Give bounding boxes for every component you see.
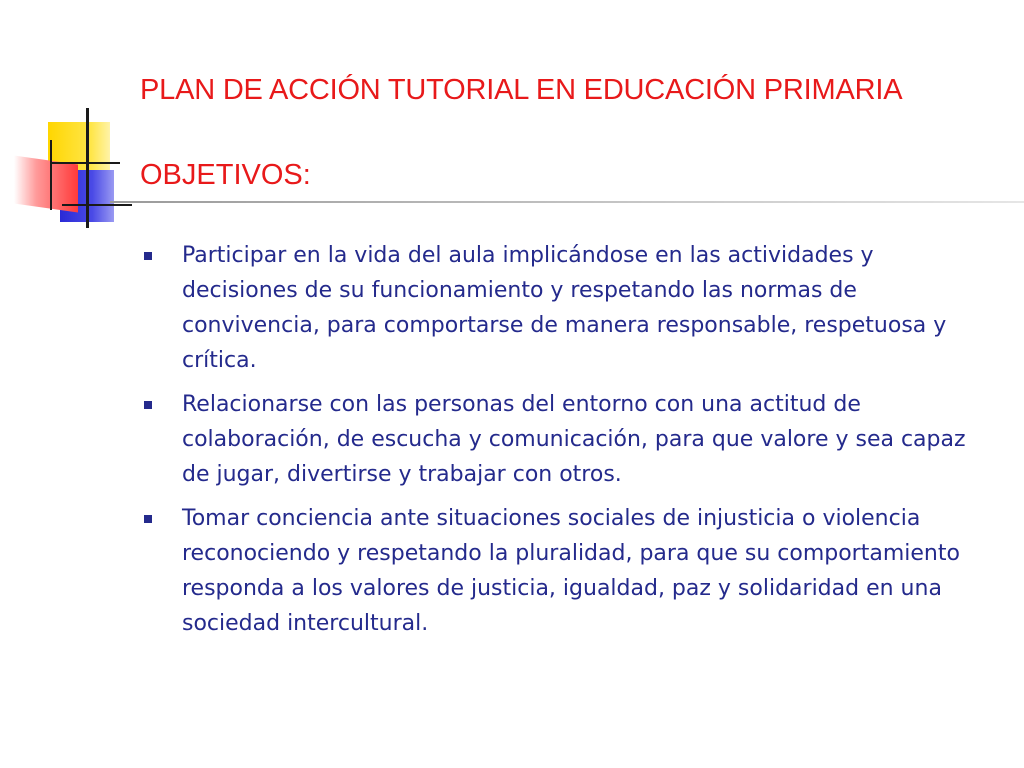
list-item-text: Relacionarse con las personas del entorno con una actitud de colaboración, de escucha y comunicación, para que valore y sea capaz de jugar, divertirse y trabajar con otros.	[182, 392, 966, 487]
title-divider	[110, 201, 1024, 203]
list-item	[140, 501, 970, 641]
vertical-line	[86, 108, 89, 228]
list-item-text: Participar en la vida del aula implicándose en las actividades y decisiones de su funcionamiento y respetando las normas de convivencia, para comportarse de manera responsable, respetuosa y crítica.	[182, 243, 947, 373]
list-item	[140, 387, 970, 492]
square-bullet-icon	[144, 401, 152, 409]
list-item	[140, 238, 970, 378]
vertical-line-left	[50, 140, 52, 210]
horizontal-line-top	[50, 162, 120, 164]
list-item-text: Tomar conciencia ante situaciones sociales de injusticia o violencia reconociendo y respetando la pluralidad, para que su comportamiento responda a los valores de justicia, igualdad, paz y solidaridad en una sociedad intercultural.	[182, 506, 960, 636]
slide-title: PLAN DE ACCIÓN TUTORIAL EN EDUCACIÓN PRIMARIA	[140, 74, 903, 106]
square-bullet-icon	[144, 252, 152, 260]
slide-subtitle: OBJETIVOS:	[140, 159, 311, 191]
square-bullet-icon	[144, 515, 152, 523]
objectives-list	[140, 238, 970, 650]
color-blocks-logo	[0, 0, 140, 240]
horizontal-line-bottom	[62, 204, 132, 206]
